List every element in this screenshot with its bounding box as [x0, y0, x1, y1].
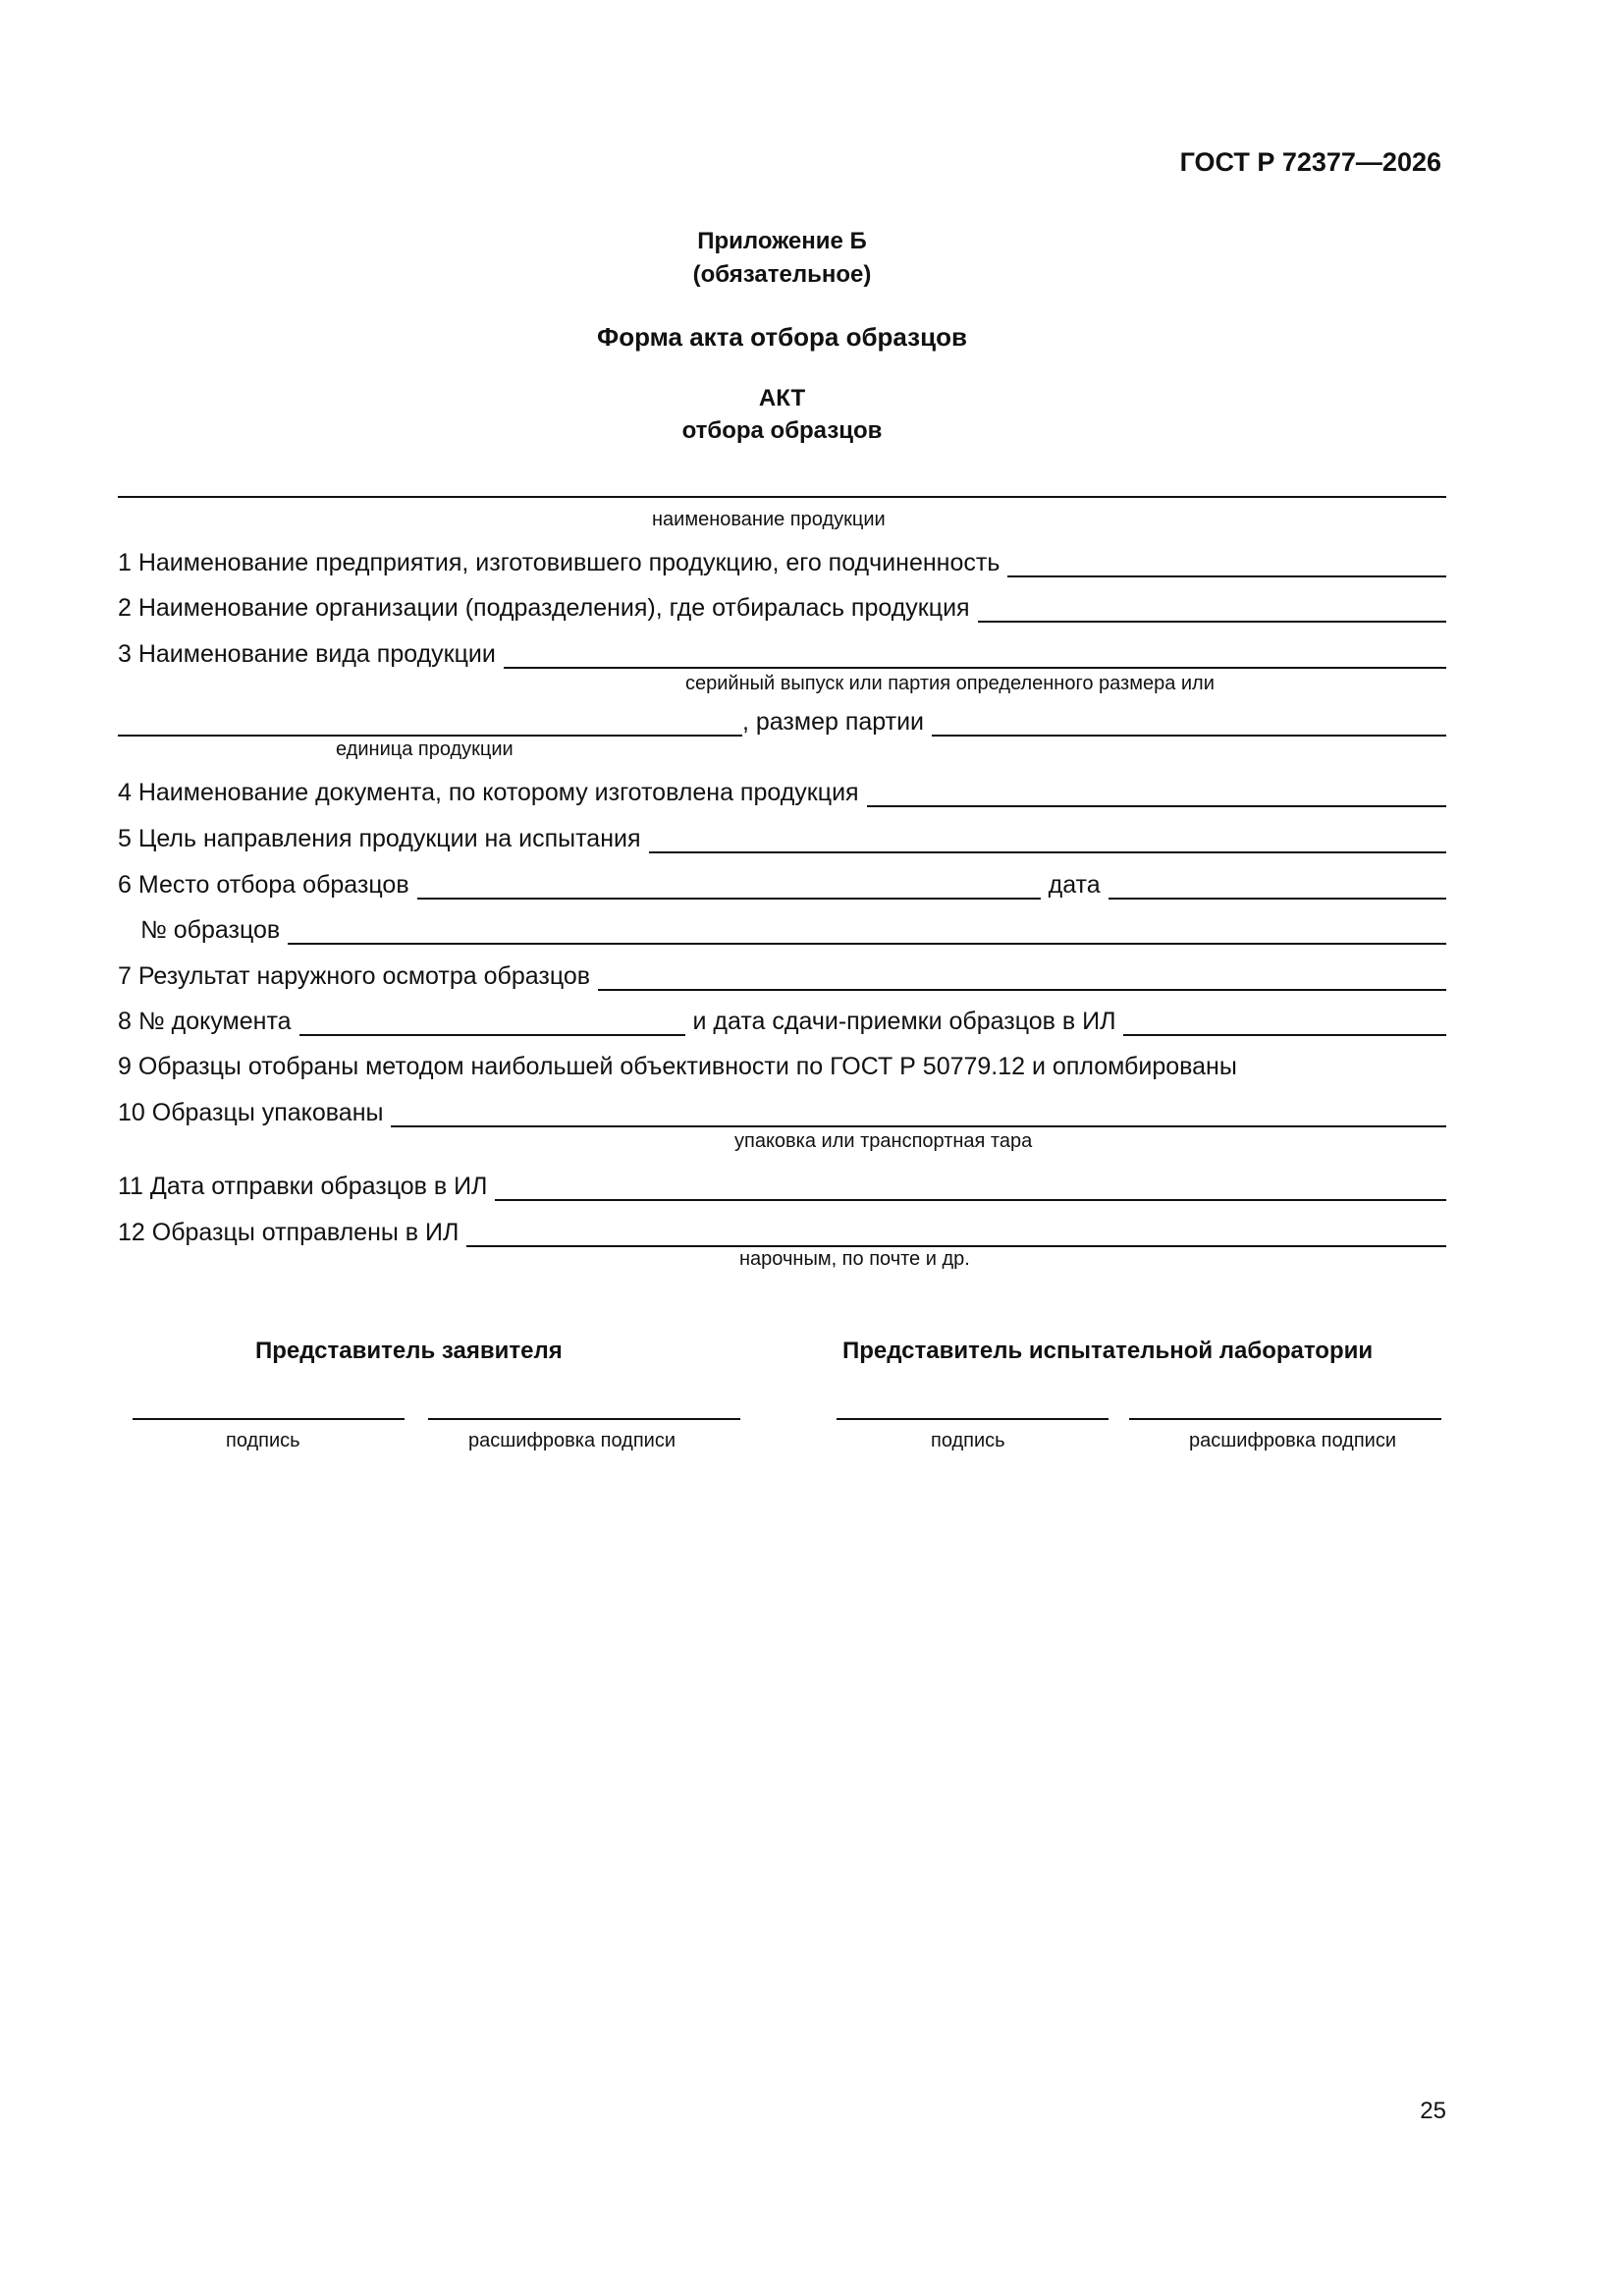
- sample-number-field[interactable]: [288, 921, 1446, 945]
- item-4-label: 4 Наименование документа, по которому изготовлена продукция: [118, 779, 859, 806]
- batch-size-label: , размер партии: [742, 708, 924, 736]
- handover-date-field[interactable]: [1123, 1012, 1446, 1036]
- appendix-status: (обязательное): [692, 261, 872, 288]
- item-1-row: [118, 548, 1446, 577]
- applicant-signature-caption: подпись: [226, 1430, 300, 1451]
- sampling-place-field[interactable]: [417, 876, 1041, 900]
- item-4-row: [118, 778, 1446, 807]
- document-number-field[interactable]: [299, 1012, 685, 1036]
- lab-rep-title: Представитель испытательной лаборатории: [842, 1338, 1374, 1364]
- item-11-label: 11 Дата отправки образцов в ИЛ: [118, 1173, 488, 1200]
- batch-unit-field[interactable]: [118, 713, 742, 737]
- item-10-label: 10 Образцы упакованы: [118, 1099, 384, 1126]
- item-2-field[interactable]: [978, 599, 1446, 623]
- item-3-size-row: [118, 707, 1446, 737]
- item-5-field[interactable]: [649, 830, 1446, 853]
- item-10-row: [118, 1098, 1446, 1127]
- item-6-label: 6 Место отбора образцов: [118, 871, 409, 899]
- item-6-no-row: [140, 915, 1446, 945]
- applicant-signature-field[interactable]: [133, 1418, 405, 1420]
- item-9-row: [118, 1052, 1446, 1081]
- delivery-caption: нарочным, по почте и др.: [739, 1248, 970, 1270]
- batch-caption: серийный выпуск или партия определенного размера или: [685, 673, 1215, 694]
- item-7-label: 7 Результат наружного осмотра образцов: [118, 962, 591, 990]
- standard-number: ГОСТ Р 72377—2026: [1179, 147, 1441, 177]
- item-4-field[interactable]: [867, 784, 1446, 807]
- product-name-caption: наименование продукции: [652, 509, 886, 530]
- page-number: 25: [1420, 2098, 1446, 2124]
- item-5-row: [118, 824, 1446, 853]
- sampling-date-label: дата: [1048, 871, 1101, 899]
- batch-size-field[interactable]: [932, 713, 1446, 737]
- item-8-date-label: и дата сдачи-приемки образцов в ИЛ: [692, 1008, 1116, 1035]
- lab-decoding-field[interactable]: [1129, 1418, 1441, 1420]
- applicant-decoding-field[interactable]: [428, 1418, 740, 1420]
- item-2-row: [118, 593, 1446, 623]
- item-11-field[interactable]: [495, 1177, 1446, 1201]
- sample-number-label: № образцов: [140, 916, 281, 944]
- form-title: Форма акта отбора образцов: [597, 322, 967, 352]
- item-10-field[interactable]: [391, 1104, 1446, 1127]
- item-8-row: [118, 1007, 1446, 1036]
- item-9-label: 9 Образцы отобраны методом наибольшей объективности по ГОСТ Р 50779.12 и опломбированы: [118, 1053, 1237, 1080]
- item-6-row: [118, 870, 1446, 900]
- item-3-label: 3 Наименование вида продукции: [118, 640, 496, 668]
- act-title: АКТ: [758, 385, 806, 411]
- packaging-caption: упаковка или транспортная тара: [734, 1130, 1033, 1152]
- item-12-field[interactable]: [466, 1224, 1446, 1247]
- sampling-date-field[interactable]: [1109, 876, 1446, 900]
- item-11-row: [118, 1172, 1446, 1201]
- appendix-title: Приложение Б: [697, 228, 867, 254]
- lab-decoding-caption: расшифровка подписи: [1189, 1430, 1397, 1451]
- item-5-label: 5 Цель направления продукции на испытания: [118, 825, 641, 852]
- item-7-field[interactable]: [598, 967, 1446, 991]
- applicant-rep-title: Представитель заявителя: [255, 1338, 563, 1364]
- item-3-field[interactable]: [504, 645, 1446, 669]
- applicant-decoding-caption: расшифровка подписи: [468, 1430, 676, 1451]
- item-7-row: [118, 961, 1446, 991]
- item-12-row: [118, 1218, 1446, 1247]
- lab-signature-caption: подпись: [931, 1430, 1005, 1451]
- act-subtitle: отбора образцов: [681, 417, 883, 444]
- product-name-field[interactable]: [118, 496, 1446, 498]
- item-2-label: 2 Наименование организации (подразделения), где отбиралась продукция: [118, 594, 970, 622]
- item-1-field[interactable]: [1007, 554, 1446, 577]
- lab-signature-field[interactable]: [837, 1418, 1109, 1420]
- item-12-label: 12 Образцы отправлены в ИЛ: [118, 1219, 460, 1246]
- item-8-label: 8 № документа: [118, 1008, 292, 1035]
- unit-caption: единица продукции: [336, 738, 514, 760]
- item-3-row: [118, 639, 1446, 669]
- item-1-label: 1 Наименование предприятия, изготовившего продукцию, его подчиненность: [118, 549, 1001, 576]
